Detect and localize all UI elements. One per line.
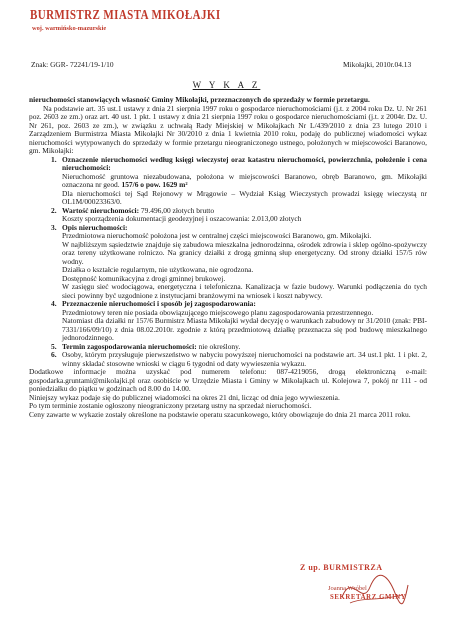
office-stamp <box>30 9 221 32</box>
contact-info: Dodatkowe informacje można uzyskać pod numerem telefonu: 087-4219056, drogą elektroniczną e-mail: gospodarka.gruntami@mikolajki.pl oraz osobiście w Urzędzie Miasta i Gminy w Mikołajkach ul. Kolejowa 7, pokój nr 111 - od poniedziałku do piątku w godzinach od 8.00 do 14.00. <box>29 367 427 393</box>
subject-line: nieruchomości stanowiących własność Gminy Mikołajki, przeznaczonych do sprzedaży w formie przetargu. <box>29 95 370 104</box>
item-number: 4. <box>51 299 57 308</box>
valuation-validity: Ceny zawarte w wykazie zostały określone na podstawie operatu szacunkowego, który obowiązuje do dnia 21 marca 2011 roku. <box>29 409 411 419</box>
item-number: 1. <box>51 154 57 164</box>
signature-authority: Z up. BURMISTRZA <box>300 563 383 572</box>
signatory-title: SEKRETARZ GMINY <box>330 594 407 601</box>
item-text-part: Nieruchomość gruntowa niezabudowana, położona w miejscowości Baranowo, obręb Baranowo, gm. Mikołajki oznaczona nr geod. <box>62 171 427 189</box>
stamp-office-name: BURMISTRZ MIASTA MIKOŁAJKI <box>30 7 221 23</box>
list-item <box>29 300 427 343</box>
item-text: W najbliższym sąsiedztwie znajduje się zabudowa mieszkalna jednorodzinna, ośrodek zdrowia i sklep ogólno-spożywczy oraz tereny użytkowane rolniczo. Na granicy działki z drogą gminną słup energetyczny. Od strony działki 157/5 rów wodny. <box>62 239 427 266</box>
item-number: 6. <box>51 350 57 359</box>
item-heading: Oznaczenie nieruchomości według księgi wieczystej oraz katastru nieruchomości, powierzchnia, położenie i cena nieruchomości: <box>62 154 427 172</box>
item-number: 2. <box>51 205 57 215</box>
item-text: Natomiast dla działki nr 157/6 Burmistrz Miasta Mikołajki wydał decyzję o warunkach zabudowy nr 31/2010 (znak: PBI-7331/166/09/10) z dnia 08.02.2010r. zgodnie z którą przedmiotową działkę przeznacza się pod budowę mieszkalnego jednorodzinnego. <box>62 316 427 342</box>
legal-basis: Na podstawie art. 35 ust.1 ustawy z dnia 21 sierpnia 1997 roku o gospodarce nieruchomościami (j.t. z 2004 roku Dz. U. Nr 261 poz. 2603 ze zm.) oraz art. 40 ust. 1 pkt. 1 ustawy z dnia 21 sierpnia 1997 roku o gospodarce nieruchomościami (j.t. z 2004r. Dz. U. Nr 261, poz. 2603 ze zm.), w związku z uchwałą Rady Miejskiej w Mikołajkach Nr L/439/2010 z dnia 23 lutego 2010 i Zarządzeniem Burmistrza Miasta Mikołajki Nr 30/2010 z dnia 1 kwietnia 2010 roku, podaję do publicznej wiadomości wykaz nieruchomości wytypowanych do sprzedaży w formie przetargu nieograniczonego ustnego, położonych w miejscowości Baranowo, gm. Mikołajki: <box>29 103 427 155</box>
item-value: 79.496,00 złotych brutto <box>139 205 215 215</box>
signatory-name: Joanna Wróbel <box>328 585 367 592</box>
reference-number: Znak: GGR- 72241/19-1/10 <box>31 60 114 69</box>
list-item <box>29 156 427 207</box>
list-item <box>29 351 427 368</box>
document-title: W Y K A Z <box>192 80 261 90</box>
place-date: Mikołajki, 2010r.04.13 <box>343 60 412 69</box>
stamp-region: woj. warmińsko-mazurskie <box>32 24 107 32</box>
item-text: Przedmiotowy teren nie posiada obowiązującego miejscowego planu zagospodarowania przestrzennego. <box>62 307 374 317</box>
signature-stamp <box>300 563 440 627</box>
item-text: W zasięgu sieć wodociągowa, energetyczna i telefoniczna. Kanalizacja w fazie budowy. Warunki podłączenia do tych sieci powinny być uzgodnione z instytucjami branżowymi na wniosek i koszt nabywcy. <box>62 282 427 300</box>
item-heading: Przeznaczenie nieruchomości i sposób jej zagospodarowania: <box>62 299 256 308</box>
publication-period: Niniejszy wykaz podaje się do publicznej wiadomości na okres 21 dni, licząc od dnia jego wywieszenia. <box>29 392 340 402</box>
item-value: nie określony. <box>196 341 241 351</box>
item-text: Dostępność komunikacyjna z drogi gminnej brukowej. <box>62 273 226 283</box>
item-text: Osoby, którym przysługuje pierwszeństwo w nabyciu powyższej nieruchomości na podstawie art. 34 ust.1 pkt. 1 i pkt. 2, winny składać stosowne wnioski w ciągu 6 tygodni od daty wywieszenia wykazu. <box>62 350 427 368</box>
item-number: 3. <box>51 222 57 232</box>
item-number: 5. <box>51 341 57 351</box>
item-text: Koszty sporządzenia dokumentacji geodezyjnej i oszacowania: 2.013,00 złotych <box>62 214 302 223</box>
item-text: Działka o kształcie regularnym, nie użytkowana, nie ogrodzona. <box>62 265 254 274</box>
item-heading: Termin zagospodarowania nieruchomości: <box>62 341 197 351</box>
item-text <box>62 173 427 190</box>
list-item <box>29 224 427 301</box>
item-text: Dla nieruchomości tej Sąd Rejonowy w Mrągowie – Wydział Ksiąg Wieczystych prowadzi księgę wieczystą nr OL1M/00023363/0. <box>62 188 427 206</box>
list-item <box>29 207 427 224</box>
tender-notice: Po tym terminie zostanie ogłoszony nieograniczony przetarg ustny na sprzedaż nieruchomości. <box>29 401 312 410</box>
item-heading: Opis nieruchomości: <box>62 222 128 232</box>
item-heading: Wartość nieruchomości: <box>62 205 140 215</box>
item-text: Przedmiotowa nieruchomość położona jest w centralnej części miejscowości Baranowo, gm. Mikołajki. <box>62 231 372 240</box>
parcel-area: 157/6 o pow. 1629 m² <box>121 180 188 189</box>
document-body <box>29 96 427 419</box>
